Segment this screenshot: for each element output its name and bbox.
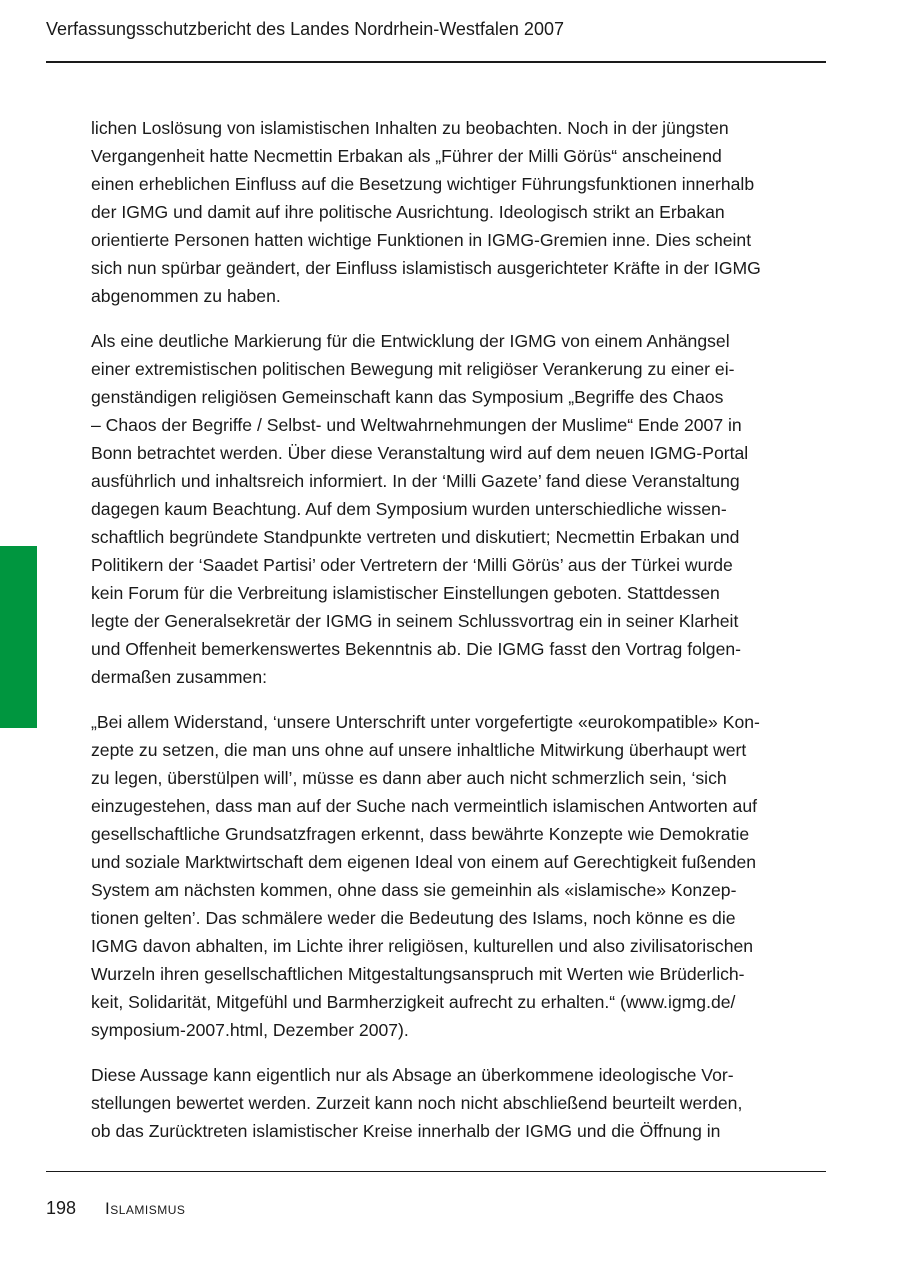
- text-line: lichen Loslösung von islamistischen Inhalten zu beobachten. Noch in der jüngsten: [91, 118, 729, 138]
- footer-divider: [46, 1171, 826, 1172]
- text-line: einen erheblichen Einfluss auf die Besetzung wichtiger Führungsfunktionen innerhalb: [91, 174, 755, 194]
- section-name: Islamismus: [105, 1199, 186, 1218]
- text-line: Bonn betrachtet werden. Über diese Veranstaltung wird auf dem neuen IGMG-Portal: [91, 443, 749, 463]
- text-line: genständigen religiösen Gemeinschaft kann das Symposium „Begriffe des Chaos: [91, 387, 724, 407]
- paragraph: [91, 114, 836, 310]
- text-line: Diese Aussage kann eigentlich nur als Absage an überkommene ideologische Vor-: [91, 1065, 734, 1085]
- text-line: tionen gelten’. Das schmälere weder die Bedeutung des Islams, noch könne es die: [91, 908, 736, 928]
- text-line: dagegen kaum Beachtung. Auf dem Symposium wurden unterschiedliche wissen-: [91, 499, 727, 519]
- paragraph: [91, 1061, 836, 1145]
- page-number: 198: [46, 1198, 77, 1218]
- quote-paragraph: [91, 708, 836, 1044]
- text-line: sich nun spürbar geändert, der Einfluss islamistisch ausgerichteter Kräfte in der IGMG: [91, 258, 761, 278]
- text-line: kein Forum für die Verbreitung islamistischer Einstellungen geboten. Stattdessen: [91, 583, 720, 603]
- text-line: abgenommen zu haben.: [91, 286, 281, 306]
- text-line: der IGMG und damit auf ihre politische Ausrichtung. Ideologisch strikt an Erbakan: [91, 202, 725, 222]
- text-line: Als eine deutliche Markierung für die Entwicklung der IGMG von einem Anhängsel: [91, 331, 730, 351]
- text-line: Wurzeln ihren gesellschaftlichen Mitgestaltungsanspruch mit Werten wie Brüderlich-: [91, 964, 745, 984]
- text-line: zu legen, überstülpen will’, müsse es dann aber auch nicht schmerzlich sein, ‘sich: [91, 768, 727, 788]
- text-line: Politikern der ‘Saadet Partisi’ oder Vertretern der ‘Milli Görüs’ aus der Türkei wurde: [91, 555, 733, 575]
- text-line: – Chaos der Begriffe / Selbst- und Weltwahrnehmungen der Muslime“ Ende 2007 in: [91, 415, 742, 435]
- text-line: keit, Solidarität, Mitgefühl und Barmherzigkeit aufrecht zu erhalten.“ (www.igmg.de/: [91, 992, 736, 1012]
- text-line: zepte zu setzen, die man uns ohne auf unsere inhaltliche Mitwirkung überhaupt wert: [91, 740, 747, 760]
- text-line: Vergangenheit hatte Necmettin Erbakan als „Führer der Milli Görüs“ anscheinend: [91, 146, 722, 166]
- chapter-side-tab: [0, 546, 37, 728]
- text-line: symposium-2007.html, Dezember 2007).: [91, 1020, 409, 1040]
- text-line: legte der Generalsekretär der IGMG in seinem Schlussvortrag ein in seiner Klarheit: [91, 611, 739, 631]
- text-line: einer extremistischen politischen Bewegung mit religiöser Verankerung zu einer ei-: [91, 359, 735, 379]
- text-line: ausführlich und inhaltsreich informiert. In der ‘Milli Gazete’ fand diese Veranstaltung: [91, 471, 740, 491]
- paragraph: [91, 327, 836, 691]
- text-line: und Offenheit bemerkenswertes Bekenntnis ab. Die IGMG fasst den Vortrag folgen-: [91, 639, 742, 659]
- text-line: schaftlich begründete Standpunkte vertreten und diskutiert; Necmettin Erbakan und: [91, 527, 740, 547]
- text-line: stellungen bewertet werden. Zurzeit kann noch nicht abschließend beurteilt werden,: [91, 1093, 743, 1113]
- running-header-title: Verfassungsschutzbericht des Landes Nordrhein-Westfalen 2007: [46, 19, 564, 39]
- text-line: dermaßen zusammen:: [91, 667, 268, 687]
- header-divider: [46, 61, 826, 63]
- body-text: [91, 114, 836, 1145]
- text-line: gesellschaftliche Grundsatzfragen erkennt, dass bewährte Konzepte wie Demokratie: [91, 824, 750, 844]
- text-line: orientierte Personen hatten wichtige Funktionen in IGMG-Gremien inne. Dies scheint: [91, 230, 752, 250]
- text-line: „Bei allem Widerstand, ‘unsere Unterschrift unter vorgefertigte «eurokompatible» Kon-: [91, 712, 760, 732]
- text-line: einzugestehen, dass man auf der Suche nach vermeintlich islamischen Antworten auf: [91, 796, 758, 816]
- text-line: ob das Zurücktreten islamistischer Kreise innerhalb der IGMG und die Öffnung in: [91, 1121, 721, 1141]
- text-line: und soziale Marktwirtschaft dem eigenen Ideal von einem auf Gerechtigkeit fußenden: [91, 852, 757, 872]
- text-line: IGMG davon abhalten, im Lichte ihrer religiösen, kulturellen und also zivilisatorischen: [91, 936, 754, 956]
- text-line: System am nächsten kommen, ohne dass sie gemeinhin als «islamische» Konzep-: [91, 880, 737, 900]
